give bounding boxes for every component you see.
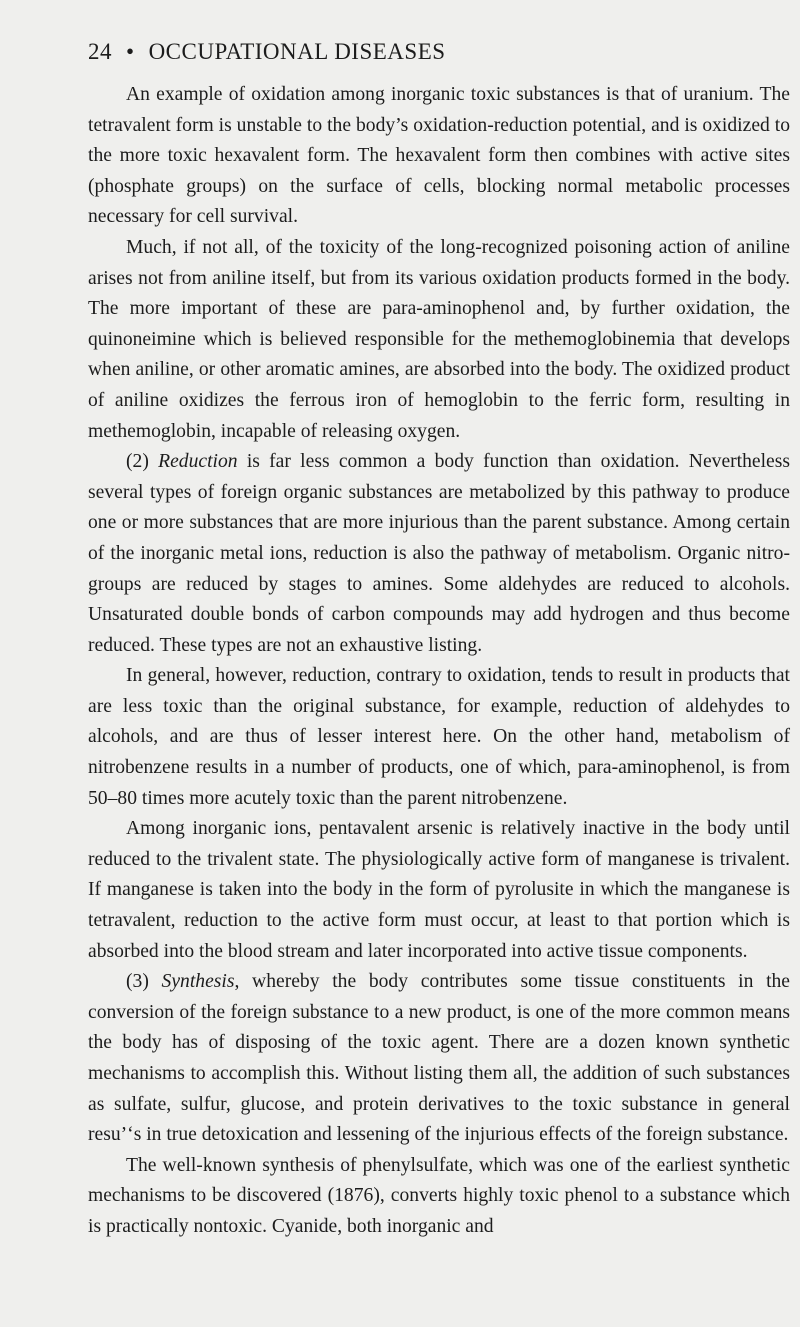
header-bullet: •: [126, 39, 135, 64]
paragraph-inorganic-ions: [88, 814, 790, 967]
paragraph-text: , whereby the body contributes some tissue constituents in the conversion of the foreign substance to a new product, is one of the more common means the body has of disposing of the toxic agent. There are a dozen known synthetic mechanisms to accomplish this. Without listing them all, the addition of such substances as sulfate, sulfur, glucose, and protein derivatives to the toxic substance in general resu’‘s in true detoxication and lessening of the injurious effects of the foreign substance.: [88, 971, 791, 1146]
paragraph-heading-italic: Reduction: [158, 451, 238, 473]
paragraph-lead: (2): [126, 451, 159, 473]
page-number: 24: [88, 39, 112, 64]
paragraph-synthesis: [88, 967, 790, 1151]
paragraph-uranium-oxidation: [88, 80, 790, 233]
paragraph-heading-italic: Synthesis: [161, 971, 235, 993]
paragraph-text: Among inorganic ions, pentavalent arsenic is relatively inactive in the body until reduced to the trivalent state. The physiologically active form of manganese is trivalent. If manganese is taken into the body in the form of pyrolusite in which the manganese is tetravalent, reduction to the active form must occur, at least to that portion which is absorbed into the blood stream and later incorporated into active tissue components.: [88, 818, 790, 962]
paragraph-lead: (3): [126, 971, 162, 993]
body-text: [88, 80, 790, 1243]
paragraph-text: The well-known synthesis of phenylsulfate, which was one of the earliest synthetic mechanisms to be discovered (1876), converts highly toxic phenol to a substance which is practically nontoxic. Cyanide, both inorganic and: [88, 1154, 790, 1237]
running-title: OCCUPATIONAL DISEASES: [148, 39, 446, 64]
paragraph-text: is far less common a body function than oxidation. Nevertheless several types of foreign organic substances are metabolized by this pathway to produce one or more substances that are more injurious than the parent substance. Among certain of the inorganic metal ions, reduction is also the pathway of metabolism. Organic nitro-groups are reduced by stages to amines. Some aldehydes are reduced to alcohols. Unsaturated double bonds of carbon compounds may add hydrogen and thus become reduced. These types are not an exhaustive listing.: [88, 451, 791, 656]
paragraph-text: An example of oxidation among inorganic toxic substances is that of uranium. The tetravalent form is unstable to the body’s oxidation-reduction potential, and is oxidized to the more toxic hexavalent form. The hexavalent form then combines with active sites (phosphate groups) on the surface of cells, blocking normal metabolic processes necessary for cell survival.: [88, 84, 790, 228]
paragraph-reduction-general: [88, 661, 790, 814]
paragraph-text: In general, however, reduction, contrary to oxidation, tends to result in products that are less toxic than the original substance, for example, reduction of aldehydes to alcohols, and are thus of lesser interest here. On the other hand, metabolism of nitrobenzene results in a number of products, one of which, para-aminophenol, is from 50–80 times more acutely toxic than the parent nitrobenzene.: [88, 665, 790, 809]
paragraph-reduction: [88, 447, 790, 661]
paragraph-phenylsulfate: [88, 1151, 790, 1243]
paragraph-aniline-oxidation: [88, 233, 790, 447]
running-head: [88, 38, 446, 66]
paragraph-text: Much, if not all, of the toxicity of the long-recognized poisoning action of aniline arises not from aniline itself, but from its various oxidation products formed in the body. The more important of these are para-aminophenol and, by further oxidation, the quinoneimine which is believed responsible for the methemoglobinemia that develops when aniline, or other aromatic amines, are absorbed into the body. The oxidized product of aniline oxidizes the ferrous iron of hemoglobin to the ferric form, resulting in methemoglobin, incapable of releasing oxygen.: [88, 236, 790, 442]
